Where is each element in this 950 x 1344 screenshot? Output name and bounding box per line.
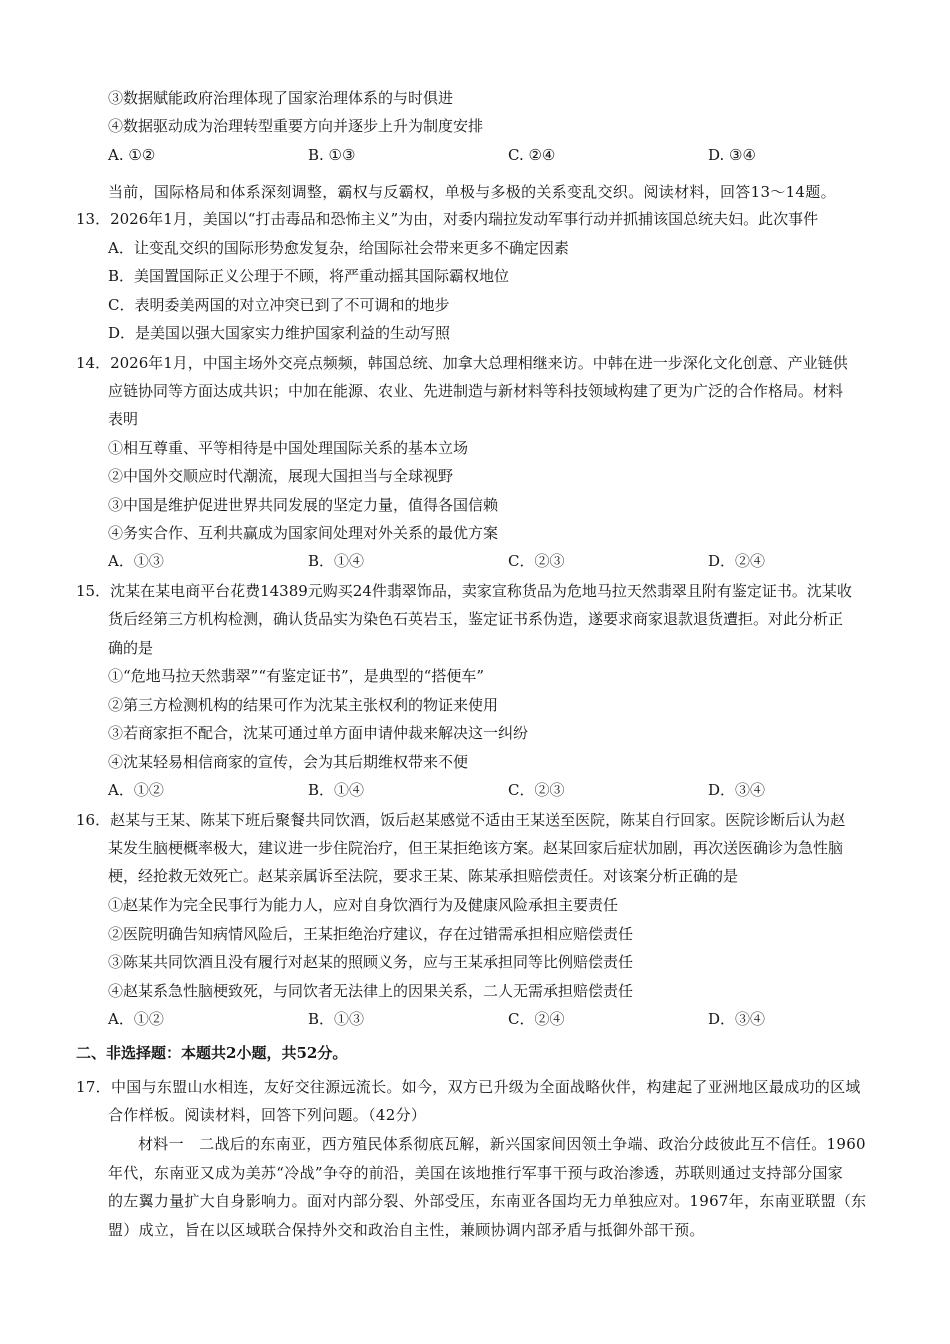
q16-stem-line-3: 梗，经抢救无效死亡。赵某亲属诉至法院，要求王某、陈某承担赔偿责任。对该案分析正确的是 [108, 867, 739, 885]
q14-statement-4: ④务实合作、互利共赢成为国家间处理对外关系的最优方案 [108, 524, 499, 542]
intro-13-14: 当前，国际格局和体系深刻调整，霸权与反霸权，单极与多极的关系变乱交织。阅读材料，回答13～14题。 [108, 183, 836, 201]
q15-statement-3: ③若商家拒不配合，沈某可通过单方面申请仲裁来解决这一纠纷 [108, 724, 529, 742]
q16-statement-1: ①赵某作为完全民事行为能力人，应对自身饮酒行为及健康风险承担主要责任 [108, 896, 619, 914]
q12-option-b: B. ①③ [308, 146, 356, 164]
q12-option-c: C. ②④ [508, 146, 556, 164]
q16-option-b: B．①③ [308, 1010, 365, 1028]
q12-statement-4: ④数据驱动成为治理转型重要方向并逐步上升为制度安排 [108, 117, 484, 135]
q14-stem-line-1: 14．2026年1月，中国主场外交亮点频频，韩国总统、加拿大总理相继来访。中韩在进一步深化文化创意、产业链供 [76, 354, 848, 372]
q17-stem-line-1: 17．中国与东盟山水相连，友好交往源远流长。如今，双方已升级为全面战略伙伴，构建起了亚洲地区最成功的区域 [76, 1078, 861, 1096]
q16-stem-line-2: 某发生脑梗概率极大，建议进一步住院治疗，但王某拒绝该方案。赵某回家后症状加剧，再次送医确诊为急性脑 [108, 839, 844, 857]
q14-option-b: B．①④ [308, 552, 365, 570]
q16-statement-4: ④赵某系急性脑梗致死，与同饮者无法律上的因果关系，二人无需承担赔偿责任 [108, 982, 634, 1000]
q15-option-a: A．①② [108, 781, 164, 799]
q15-statement-1: ①“危地马拉天然翡翠”“有鉴定证书”，是典型的“搭便车” [108, 667, 485, 685]
q13-option-c: C．表明委美两国的对立冲突已到了不可调和的地步 [108, 296, 450, 314]
q12-option-d: D. ③④ [708, 146, 756, 164]
q16-options [108, 1009, 808, 1029]
q13-option-d: D．是美国以强大国家实力维护国家利益的生动写照 [108, 324, 451, 342]
q17-material-1-line-2: 年代，东南亚又成为美苏“冷战”争夺的前沿，美国在该地推行军事干预与政治渗透，苏联则通过支持部分国家 [108, 1164, 844, 1182]
q15-option-d: D．③④ [708, 781, 766, 799]
q15-options [108, 780, 808, 800]
q16-option-c: C．②④ [508, 1010, 565, 1028]
q17-material-1-line-4: 盟）成立，旨在以区域联合保持外交和政治自主性，兼顾协调内部矛盾与抵御外部干预。 [108, 1221, 705, 1239]
section-2-heading: 二、非选择题：本题共2小题，共52分。 [76, 1044, 348, 1062]
q14-statement-1: ①相互尊重、平等相待是中国处理国际关系的基本立场 [108, 439, 469, 457]
q14-option-d: D．②④ [708, 552, 766, 570]
q14-option-c: C．②③ [508, 552, 565, 570]
q17-material-1-line-3: 的左翼力量扩大自身影响力。面对内部分裂、外部受压，东南亚各国均无力单独应对。1967年，东南亚联盟（东 [108, 1192, 867, 1210]
q13-stem: 13．2026年1月，美国以“打击毒品和恐怖主义”为由，对委内瑞拉发动军事行动并抓捕该国总统夫妇。此次事件 [76, 210, 819, 228]
q15-stem-line-1: 15．沈某在某电商平台花费14389元购买24件翡翠饰品，卖家宣称货品为危地马拉天然翡翠且附有鉴定证书。沈某收 [76, 582, 852, 600]
q17-stem-line-2: 合作样板。阅读材料，回答下列问题。（42分） [108, 1106, 427, 1124]
q14-stem-line-3: 表明 [108, 410, 139, 428]
q14-option-a: A．①③ [108, 552, 164, 570]
q14-options [108, 551, 808, 571]
q16-stem-line-1: 16．赵某与王某、陈某下班后聚餐共同饮酒，饭后赵某感觉不适由王某送至医院，陈某自行回家。医院诊断后认为赵 [76, 811, 846, 829]
q12-options [108, 145, 808, 165]
q17-material-1-line-1: 材料一 二战后的东南亚，西方殖民体系彻底瓦解，新兴国家间因领土争端、政治分歧彼此互不信任。1960 [138, 1135, 866, 1153]
q16-statement-3: ③陈某共同饮酒且没有履行对赵某的照顾义务，应与王某承担同等比例赔偿责任 [108, 953, 634, 971]
q13-option-b: B．美国置国际正义公理于不顾，将严重动摇其国际霸权地位 [108, 267, 510, 285]
q15-option-b: B．①④ [308, 781, 365, 799]
q16-statement-2: ②医院明确告知病情风险后，王某拒绝治疗建议，存在过错需承担相应赔偿责任 [108, 925, 634, 943]
q15-option-c: C．②③ [508, 781, 565, 799]
q16-option-a: A．①② [108, 1010, 164, 1028]
q15-stem-line-2: 货后经第三方机构检测，确认货品实为染色石英岩玉，鉴定证书系伪造，遂要求商家退款退货遭拒。对此分析正 [108, 610, 844, 628]
q15-statement-4: ④沈某轻易相信商家的宣传，会为其后期维权带来不便 [108, 753, 469, 771]
q16-option-d: D．③④ [708, 1010, 766, 1028]
q15-stem-line-3: 确的是 [108, 639, 154, 657]
q14-statement-2: ②中国外交顺应时代潮流，展现大国担当与全球视野 [108, 467, 454, 485]
q15-statement-2: ②第三方检测机构的结果可作为沈某主张权利的物证来使用 [108, 696, 499, 714]
q12-option-a: A. ①② [108, 146, 156, 164]
q14-statement-3: ③中国是维护促进世界共同发展的坚定力量，值得各国信赖 [108, 496, 499, 514]
q14-stem-line-2: 应链协同等方面达成共识；中加在能源、农业、先进制造与新材料等科技领域构建了更为广泛的合作格局。材料 [108, 382, 844, 400]
q13-option-a: A．让变乱交织的国际形势愈发复杂，给国际社会带来更多不确定因素 [108, 239, 569, 257]
q12-statement-3: ③数据赋能政府治理体现了国家治理体系的与时俱进 [108, 89, 454, 107]
